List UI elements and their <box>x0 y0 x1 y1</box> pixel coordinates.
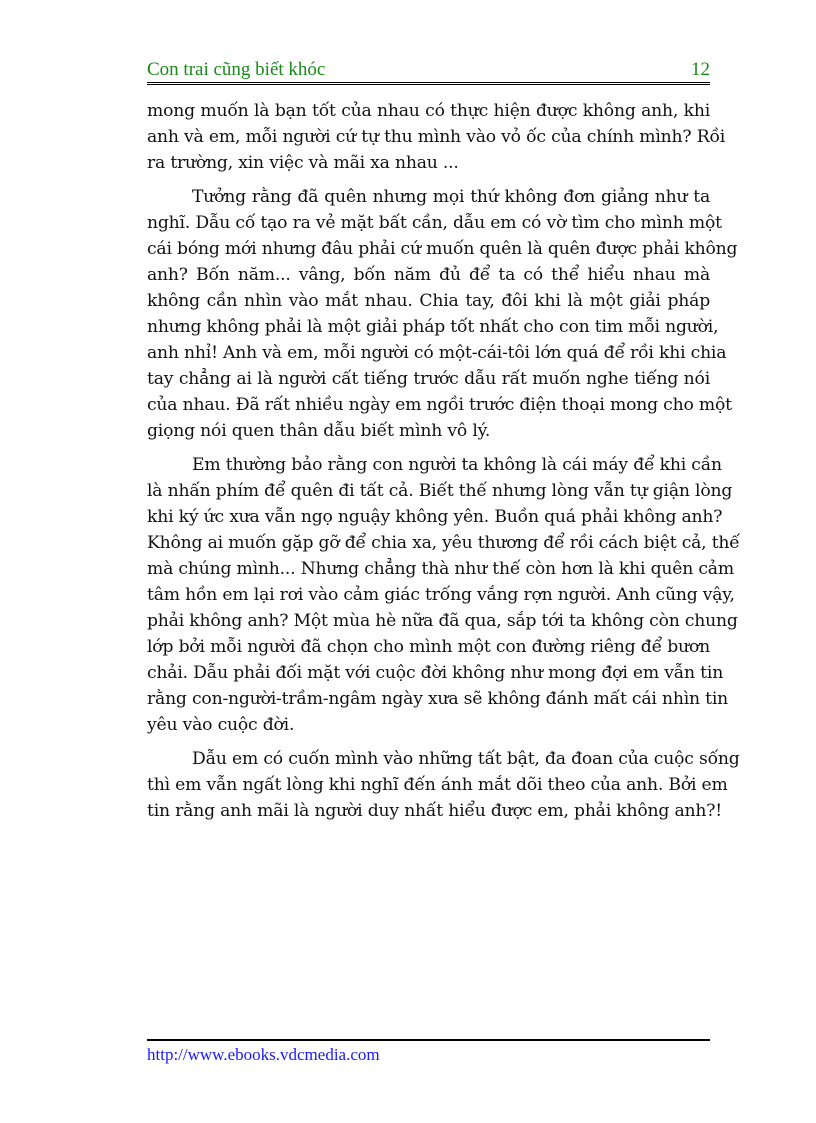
paragraph <box>147 746 740 824</box>
text-line: Dẫu em có cuốn mình vào những tất bật, đa đoan của cuộc sống <box>192 749 740 769</box>
text-line: khi ký ức xưa vẫn ngọ nguậy không yên. Buồn quá phải không anh? <box>147 507 723 527</box>
text-line: Tưởng rằng đã quên nhưng mọi thứ không đơn giảng như ta <box>192 187 710 207</box>
text-line: cái bóng mới nhưng đâu phải cứ muốn quên là quên được phải không <box>147 239 738 259</box>
page-footer <box>147 1039 710 1065</box>
text-line: tâm hồn em lại rơi vào cảm giác trống vắng rợn người. Anh cũng vậy, <box>147 585 735 605</box>
text-line: Em thường bảo rằng con người ta không là cái máy để khi cần <box>192 455 722 475</box>
text-line: giọng nói quen thân dẫu biết mình vô lý. <box>147 421 491 441</box>
footer-link[interactable]: http://www.ebooks.vdcmedia.com <box>147 1045 380 1064</box>
book-title: Con trai cũng biết khóc <box>147 59 326 80</box>
text-line: là nhấn phím để quên đi tất cả. Biết thế nhưng lòng vẫn tự giận lòng <box>147 481 733 501</box>
paragraph <box>147 184 738 444</box>
text-line: Không ai muốn gặp gỡ để chia xa, yêu thương để rồi cách biệt cả, thế <box>147 533 740 553</box>
text-line: anh và em, mỗi người cứ tự thu mình vào vỏ ốc của chính mình? Rồi <box>147 127 726 147</box>
page-body <box>147 98 740 832</box>
text-line: thì em vẫn ngất lòng khi nghĩ đến ánh mắt dõi theo của anh. Bởi em <box>147 775 728 795</box>
text-line: chải. Dẫu phải đối mặt với cuộc đời không như mong đợi em vẫn tin <box>147 663 724 683</box>
text-line: mong muốn là bạn tốt của nhau có thực hiện được không anh, khi <box>147 101 710 121</box>
paragraph <box>147 98 726 176</box>
text-line: tin rằng anh mãi là người duy nhất hiểu được em, phải không anh?! <box>147 801 722 821</box>
text-line: phải không anh? Một mùa hè nữa đã qua, sắp tới ta không còn chung <box>147 611 738 631</box>
paragraph <box>147 452 740 738</box>
text-line: tay chẳng ai là người cất tiếng trước dẫu rất muốn nghe tiếng nói <box>147 369 710 389</box>
text-line: không cần nhìn vào mắt nhau. Chia tay, đôi khi là một giải pháp <box>147 291 710 311</box>
text-line: lớp bởi mỗi người đã chọn cho mình một con đường riêng để bươn <box>147 637 710 657</box>
text-line: nghĩ. Dẫu cố tạo ra vẻ mặt bất cần, dẫu em có vờ tìm cho mình một <box>147 213 722 233</box>
page-number: 12 <box>691 59 710 80</box>
page-header <box>147 58 710 85</box>
text-line: ra trường, xin việc và mãi xa nhau ... <box>147 153 459 173</box>
text-line: rằng con-người-trầm-ngâm ngày xưa sẽ không đánh mất cái nhìn tin <box>147 689 728 709</box>
text-line: mà chúng mình... Nhưng chẳng thà như thế còn hơn là khi quên cảm <box>147 559 734 579</box>
text-line: yêu vào cuộc đời. <box>147 715 295 735</box>
text-line: của nhau. Đã rất nhiều ngày em ngồi trước điện thoại mong cho một <box>147 395 732 415</box>
text-line: anh? Bốn năm... vâng, bốn năm đủ để ta có thể hiểu nhau mà <box>147 265 710 285</box>
text-line: anh nhỉ! Anh và em, mỗi người có một-cái-tôi lớn quá để rồi khi chia <box>147 343 727 363</box>
text-line: nhưng không phải là một giải pháp tốt nhất cho con tim mỗi người, <box>147 317 719 337</box>
